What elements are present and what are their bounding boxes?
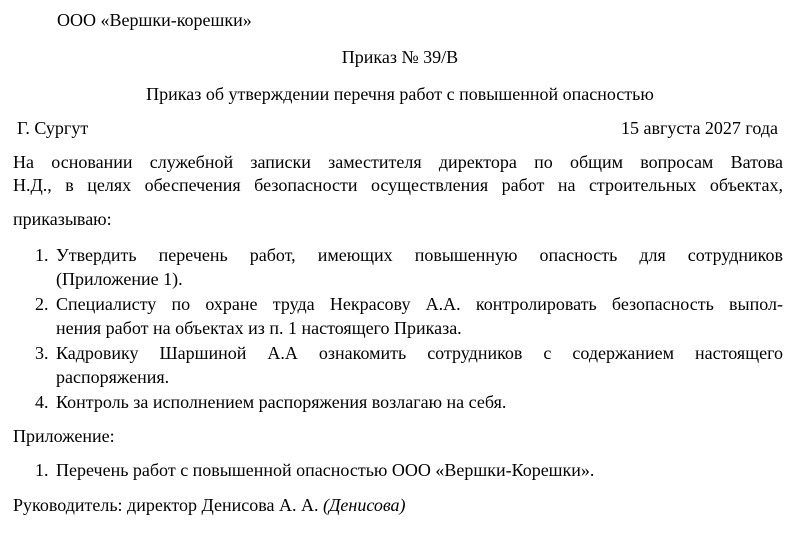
preamble-line-2: Н.Д., в целях обеспечения безопасности осуществления работ на строительных объектах,: [13, 175, 783, 195]
order-title: Приказ об утверждении перечня работ с повышенной опасностью: [146, 84, 654, 104]
signature-label: Руководитель: директор Денисова А. А.: [13, 495, 319, 515]
order-word: приказываю:: [13, 209, 112, 229]
appendix-item-number: 1.: [35, 460, 49, 480]
appendix-label: Приложение:: [13, 426, 115, 446]
list-item-text-line-1: Контроль за исполнением распоряжения возлагаю на себя.: [56, 392, 507, 412]
signature-text: (Денисова): [322, 495, 406, 515]
order-number: Приказ № 39/В: [341, 47, 459, 67]
list-item-text-line-1: Кадровику Шаршиной А.А ознакомить сотрудников с содержанием настоящего: [56, 343, 783, 363]
list-item-text-line-1: Специалисту по охране труда Некрасову А.А. контролировать безопасность выпол-: [56, 294, 783, 314]
list-item-text-line-2: (Приложение 1).: [56, 269, 183, 289]
list-item-text-line-2: распоряжения.: [56, 367, 170, 387]
list-item-number: 4.: [35, 392, 49, 412]
preamble-line-1: На основании служебной записки заместителя директора по общим вопросам Ватова: [13, 152, 783, 172]
city: Г. Сургут: [17, 118, 89, 138]
signature-block: [13, 493, 406, 517]
list-item-number: 2.: [35, 294, 49, 314]
list-item-text-line-1: Утвердить перечень работ, имеющих повышенную опасность для сотрудников: [56, 245, 783, 265]
list-item-number: 1.: [35, 245, 49, 265]
list-item-number: 3.: [35, 343, 49, 363]
list-item-text-line-2: нения работ на объектах из п. 1 настоящего Приказа.: [56, 318, 462, 338]
organization-name: ООО «Вершки-корешки»: [57, 10, 252, 30]
order-date: 15 августа 2027 года: [621, 118, 778, 138]
appendix-item-text: Перечень работ с повышенной опасностью ООО «Вершки-Корешки».: [56, 460, 595, 480]
